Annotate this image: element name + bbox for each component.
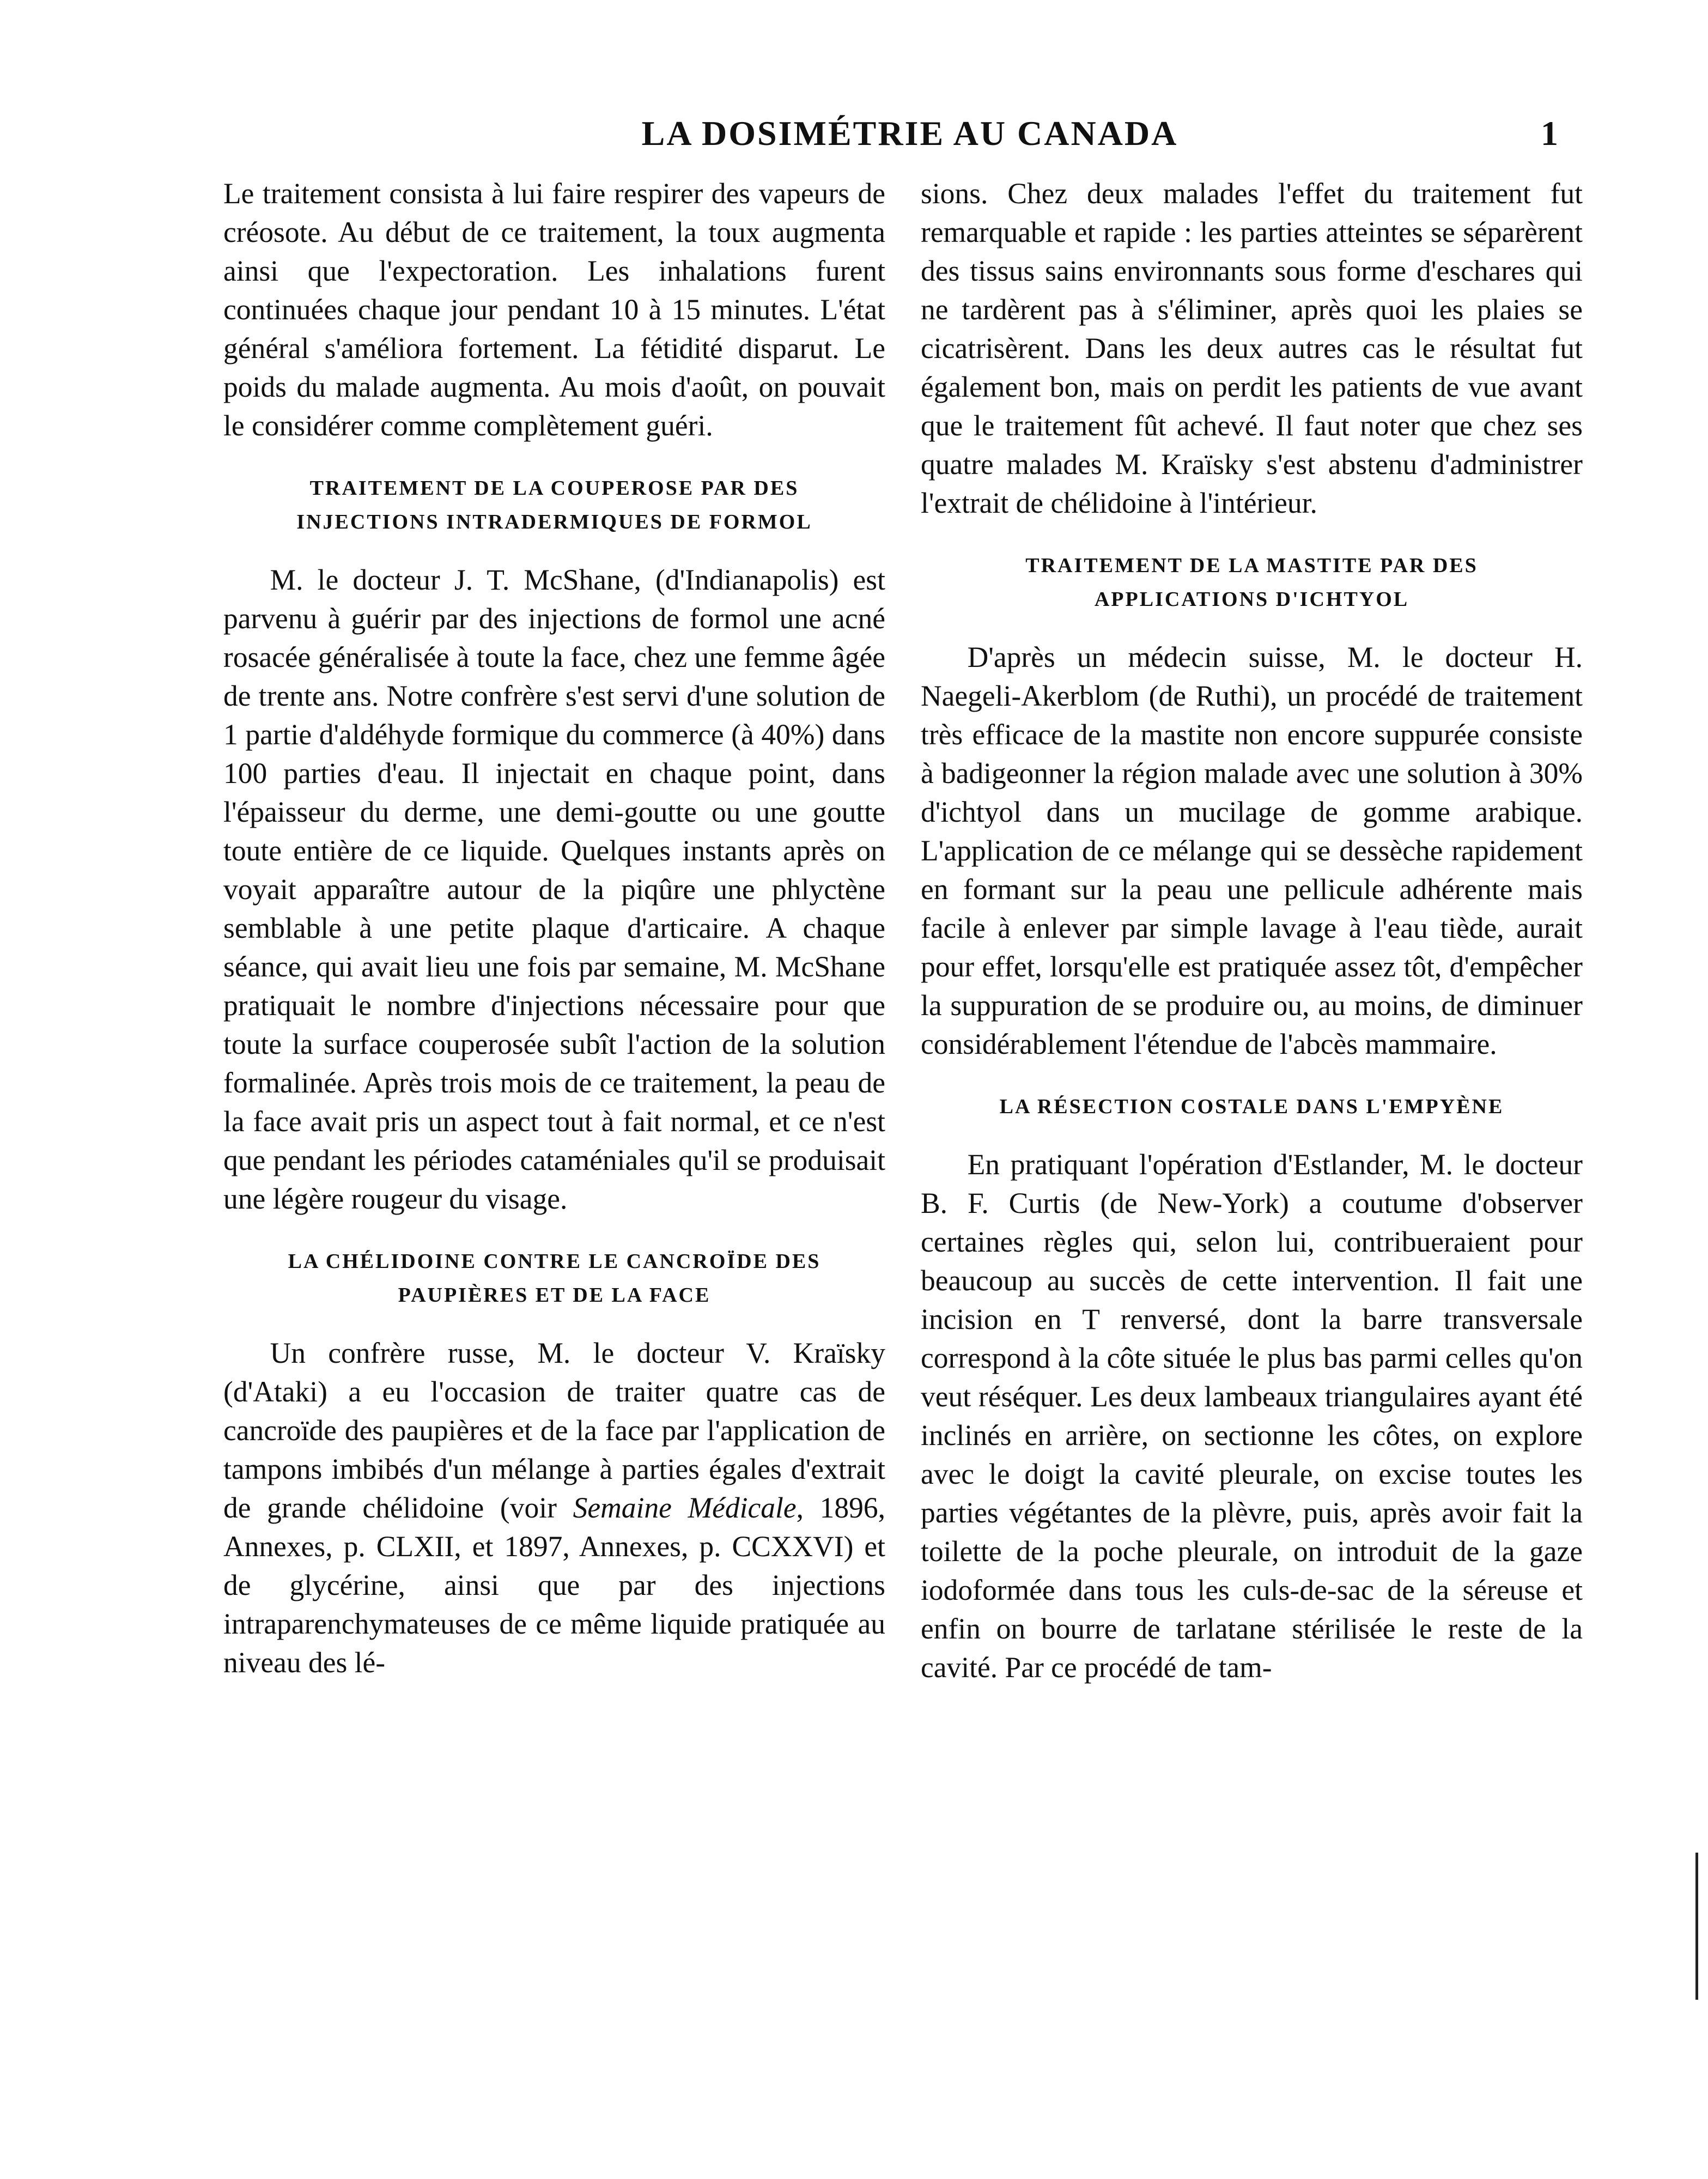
right-column [921, 174, 1583, 1687]
paragraph-estlander: En pratiquant l'opération d'Estlander, M. le docteur B. F. Curtis (de New-York) a coutume d'observer certaines règles qui, selon lui, contribueraient pour beaucoup au succès de cette intervention. Il fait une incision en T renversé, dont la barre transversale correspond à la côte située le plus bas parmi celles qu'on veut réséquer. Les deux lambeaux triangulaires ayant été inclinés en arrière, on sectionne les côtes, on explore avec le doigt la cavité pleurale, on excise toutes les parties végétantes de la plèvre, puis, après avoir fait la toilette de la poche pleurale, on introduit de la gaze iodoformée dans tous les culs-de-sac de la séreuse et enfin on bourre de tarlatane stérilisée le reste de la cavité. Par ce procédé de tam- [921, 1148, 1583, 1684]
section-heading-mastite: TRAITEMENT DE LA MASTITE PAR DES APPLICATIONS D'ICHTYOL [1025, 554, 1478, 611]
paragraph-chelidoine [223, 1334, 885, 1682]
journal-title: Semaine Médicale [573, 1491, 797, 1524]
paragraph-chelidoine-results: sions. Chez deux malades l'effet du traitement fut remarquable et rapide : les parties atteintes se séparèrent des tissus sains environnants sous forme d'eschares qui ne tardèrent pas à s'éliminer, après quoi les plaies se cicatrisèrent. Dans les deux autres cas le résultat fut également bon, mais on perdit les patients de vue avant que le traitement fût achevé. Il faut noter que chez ses quatre malades M. Kraïsky s'est abstenu d'administrer l'extrait de chélidoine à l'intérieur. [921, 177, 1583, 519]
paragraph-creosote-treatment: Le traitement consista à lui faire respirer des vapeurs de créosote. Au début de ce traitement, la toux augmenta ainsi que l'expectoration. Les inhalations furent continuées chaque jour pendant 10 à 15 minutes. L'état général s'améliora fortement. La fétidité disparut. Le poids du malade augmenta. Au mois d'août, on pouvait le considérer comme complètement guéri. [223, 177, 885, 442]
section-heading-couperose: TRAITEMENT DE LA COUPEROSE PAR DES INJECTIONS INTRADERMIQUES DE FORMOL [296, 477, 812, 533]
running-header [223, 109, 1596, 158]
scan-margin-mark [1695, 1853, 1698, 2000]
left-column [223, 174, 885, 1682]
section-heading-resection-costale: LA RÉSECTION COSTALE DANS L'EMPYÈNE [999, 1095, 1504, 1118]
paragraph-text: , 1896, Annexes, p. CLXII, et 1897, Annexes, p. CCXXVI) et de glycérine, ainsi que par des injections intraparenchymateuses de ce même liquide pratiquée au niveau des lé- [223, 1491, 885, 1679]
paragraph-text: Un confrère russe, M. le docteur V. Kraïsky (d'Ataki) a eu l'occasion de traiter quatre cas de cancroïde des paupières et de la face par l'application de tampons imbibés d'un mélange à parties égales d'extrait de grande chélidoine (voir [223, 1337, 885, 1524]
section-heading-chelidoine: LA CHÉLIDOINE CONTRE LE CANCROÏDE DES PAUPIÈRES ET DE LA FACE [288, 1250, 821, 1307]
page-number: 1 [1541, 114, 1558, 153]
paragraph-formol-injections: M. le docteur J. T. McShane, (d'Indianapolis) est parvenu à guérir par des injections de formol une acné rosacée généralisée à toute la face, chez une femme âgée de trente ans. Notre confrère s'est servi d'une solution de 1 partie d'aldéhyde formique du commerce (à 40%) dans 100 parties d'eau. Il injectait en chaque point, dans l'épaisseur du derme, une demi-goutte ou une goutte toute entière de ce liquide. Quelques instants après on voyait apparaître autour de la piqûre une phlyctène semblable à une petite plaque d'articaire. A chaque séance, qui avait lieu une fois par semaine, M. McShane pratiquait le nombre d'injections nécessaire pour que toute la surface couperosée subît l'action de la solution formalinée. Après trois mois de ce traitement, la peau de la face avait pris un aspect tout à fait normal, et ce n'est que pendant les périodes cataméniales qu'il se produisait une légère rougeur du visage. [223, 563, 885, 1215]
paragraph-ichtyol: D'après un médecin suisse, M. le docteur H. Naegeli-Akerblom (de Ruthi), un procédé de traitement très efficace de la mastite non encore suppurée consiste à badigeonner la région malade avec une solution à 30% d'ichtyol dans un mucilage de gomme arabique. L'application de ce mélange qui se dessèche rapidement en formant sur la peau une pellicule adhérente mais facile à enlever par simple lavage à l'eau tiède, aurait pour effet, lorsqu'elle est pratiquée assez tôt, d'empêcher la suppuration de se produire ou, au moins, de diminuer considérablement l'étendue de l'abcès mammaire. [921, 641, 1583, 1060]
running-title: LA DOSIMÉTRIE AU CANADA [641, 114, 1178, 153]
